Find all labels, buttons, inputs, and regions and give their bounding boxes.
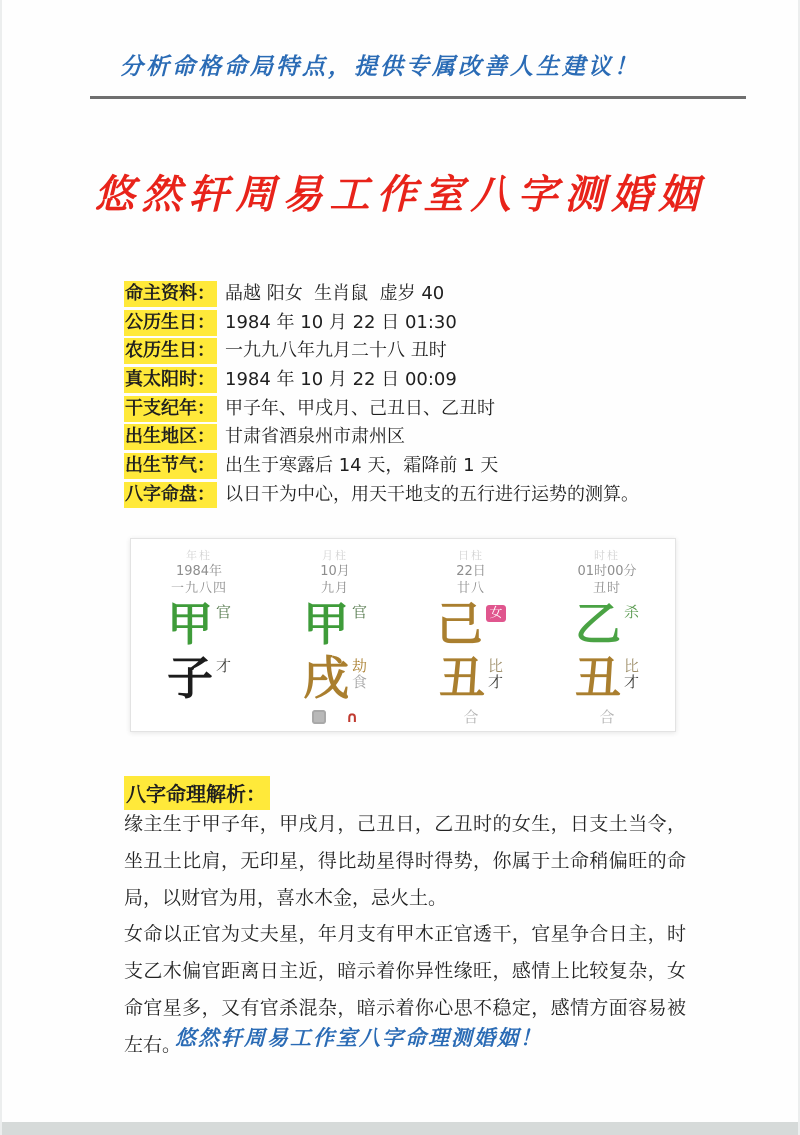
pillar-hour — [539, 549, 675, 731]
hidden-god-tag: 才 — [215, 657, 231, 675]
combine-mark: 合 — [599, 708, 615, 726]
stem-row — [167, 599, 231, 651]
birth-info-list — [124, 281, 704, 511]
stem-row — [303, 599, 367, 651]
branch-row — [575, 653, 639, 705]
info-row-solar-term — [124, 453, 704, 482]
header-slogan: 分析命格命局特点，提供专属改善人生建议！ — [120, 54, 640, 80]
relation-marks — [599, 707, 614, 727]
heavenly-stem: 甲 — [166, 597, 213, 651]
info-row-birth-region — [124, 424, 704, 453]
pillar-date-lunar: 一九八四 — [170, 581, 227, 596]
hidden-god-tag: 食 — [351, 673, 367, 691]
header-divider — [90, 96, 746, 99]
heavenly-stem: 乙 — [574, 597, 621, 651]
pillar-column-label: 年柱 — [186, 549, 212, 562]
info-row-owner — [124, 281, 704, 310]
pillar-date-gregorian: 01时00分 — [577, 564, 637, 579]
info-label: 真太阳时： — [124, 367, 217, 393]
ten-god-tag: 官 — [215, 603, 231, 621]
ten-god-tag: 官 — [351, 603, 367, 621]
info-value: 1984 年 10 月 22 日 01:30 — [225, 311, 457, 333]
info-value: 甘肃省酒泉州市肃州区 — [225, 426, 405, 448]
relation-marks — [463, 707, 478, 727]
pillar-date-gregorian: 10月 — [320, 564, 350, 579]
info-row-solar-birthday — [124, 310, 704, 339]
bazi-pillars-chart — [130, 538, 676, 732]
info-value: 以日干为中心，用天干地支的五行进行运势的测算。 — [225, 483, 639, 505]
info-label: 命主资料： — [124, 281, 217, 307]
info-value: 出生于寒露后 14 天，霜降前 1 天 — [225, 455, 499, 477]
pillar-date-lunar: 九月 — [320, 581, 349, 596]
earthly-branch: 丑 — [438, 651, 485, 705]
pillar-column-label: 月柱 — [322, 549, 348, 562]
info-row-bazi-chart-note — [124, 482, 704, 511]
hidden-god-tag: 劫 — [351, 657, 367, 675]
info-row-ganzhi-year — [124, 396, 704, 425]
female-badge: 女 — [486, 605, 505, 622]
relation-marks — [312, 707, 358, 727]
info-row-true-solar-time — [124, 367, 704, 396]
bottom-band — [2, 1122, 798, 1135]
info-label: 干支纪年： — [124, 396, 217, 422]
heavenly-stem-day-master: 己 — [436, 597, 483, 651]
analysis-paragraph-1: 缘主生于甲子年，甲戌月，己丑日，乙丑时的女生，日支土当令，坐丑土比肩，无印星，得比劫星得时得势，你属于土命稍偏旺的命局，以财官为用，喜水木金，忌火土。 — [124, 813, 686, 909]
info-label: 公历生日： — [124, 310, 217, 336]
earthly-branch: 丑 — [574, 651, 621, 705]
info-label: 农历生日： — [124, 338, 217, 364]
branch-row — [167, 653, 231, 705]
pillar-date-lunar: 丑时 — [592, 581, 621, 596]
pillar-column-label: 日柱 — [458, 549, 484, 562]
info-value: 晶越 阳女 生肖鼠 虚岁 40 — [225, 283, 445, 304]
branch-row — [303, 653, 367, 705]
pillar-date-gregorian: 22日 — [456, 564, 486, 579]
hidden-god-tag: 才 — [487, 673, 503, 691]
footer-slogan: 悠然轩周易工作室八字命理测婚姻！ — [175, 1026, 543, 1050]
hidden-god-tag: 才 — [623, 673, 639, 691]
pillar-month — [267, 549, 403, 731]
info-value: 一九九八年九月二十八 丑时 — [225, 340, 447, 362]
clash-mark-icon: ∩ — [345, 707, 359, 726]
combine-mark: 合 — [463, 708, 479, 726]
info-row-lunar-birthday — [124, 338, 704, 367]
hidden-god-tag: 比 — [487, 657, 503, 675]
earthly-branch: 戌 — [302, 651, 349, 705]
info-label: 八字命盘： — [124, 482, 217, 508]
pillar-year — [131, 549, 267, 731]
branch-row — [439, 653, 503, 705]
analysis-paragraph-2: 女命以正官为丈夫星，年月支有甲木正官透干，官星争合日主，时支乙木偏官距离日主近，暗示着你异性缘旺，感情上比较复杂，女命官星多，又有官杀混杂，暗示着你心思不稳定，感情方面容易被左右。 — [124, 923, 686, 1056]
pillar-day — [403, 549, 539, 731]
storage-badge-icon — [312, 710, 326, 724]
stem-row — [575, 599, 639, 651]
info-label: 出生地区： — [124, 424, 217, 450]
stem-row — [436, 599, 505, 651]
info-value: 1984 年 10 月 22 日 00:09 — [225, 369, 457, 391]
heavenly-stem: 甲 — [302, 597, 349, 651]
hidden-god-tag: 比 — [623, 657, 639, 675]
pillar-date-lunar: 廿八 — [456, 581, 485, 596]
earthly-branch: 子 — [166, 651, 213, 705]
ten-god-tag: 杀 — [623, 603, 639, 621]
info-label: 出生节气： — [124, 453, 217, 479]
info-value: 甲子年、甲戌月、己丑日、乙丑时 — [225, 397, 495, 419]
page-title: 悠然轩周易工作室八字测婚姻 — [94, 172, 706, 218]
analysis-heading: 八字命理解析： — [124, 776, 270, 810]
pillar-column-label: 时柱 — [594, 549, 620, 562]
pillar-date-gregorian: 1984年 — [175, 564, 223, 579]
